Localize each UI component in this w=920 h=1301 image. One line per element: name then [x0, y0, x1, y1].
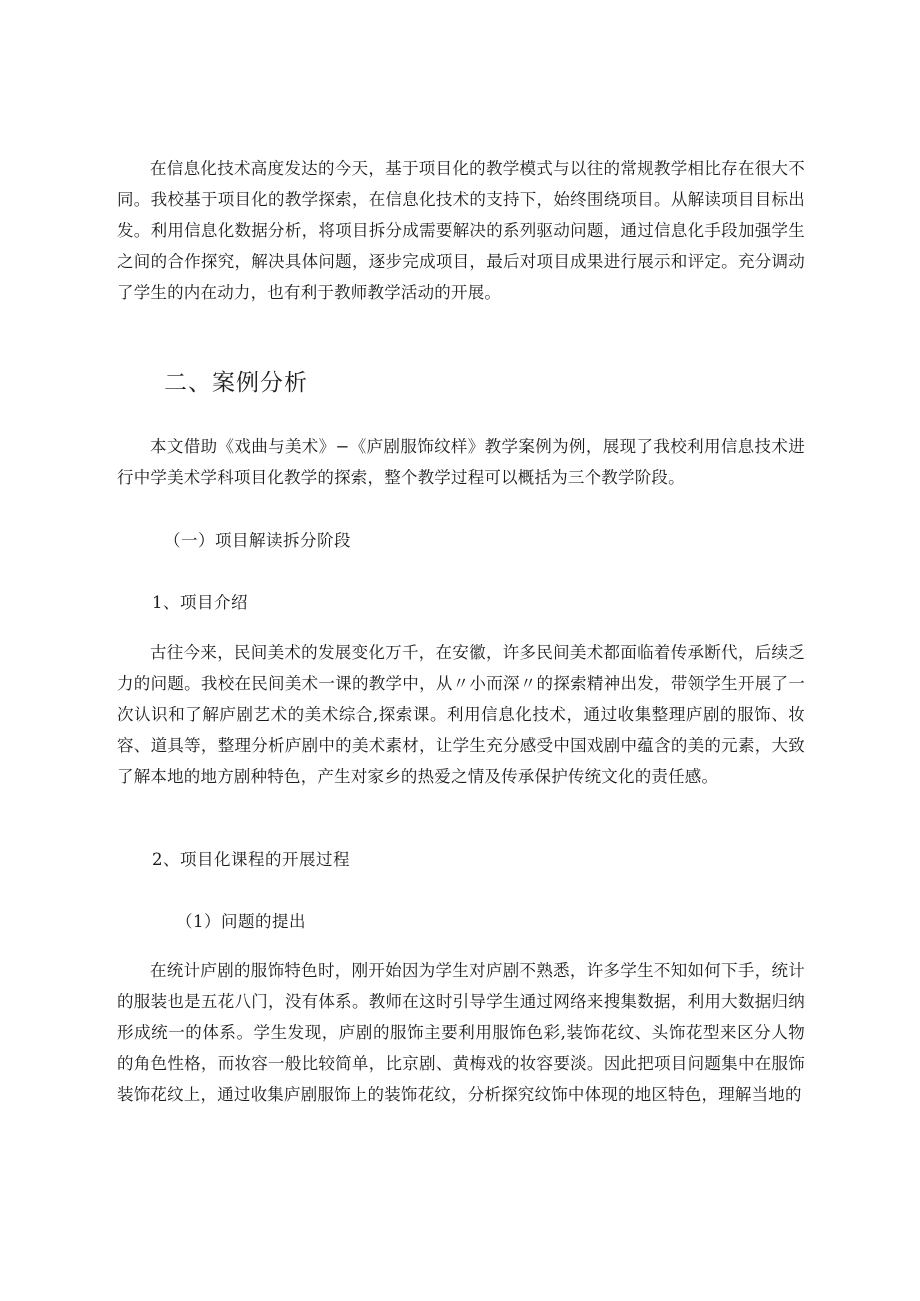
item2-sub-heading: （1）问题的提出 [176, 912, 306, 931]
item2-paragraph: 在统计庐剧的服饰特色时，刚开始因为学生对庐剧不熟悉，许多学生不知如何下手，统计的服装也是五花八门，没有体系。教师在这时引导学生通过网络来搜集数据，利用大数据归纳形成统一的体系。学生发现，庐剧的服饰主要利用服饰色彩,装饰花纹、头饰花型来区分人物的角色性格，而妆容一般比较简单，比京剧、黄梅戏的妆容要淡。因此把项目问题集中在服饰装饰花纹上，通过收集庐剧服饰上的装饰花纹，分析探究纹饰中体现的地区特色，理解当地的 [117, 961, 805, 1104]
item1-paragraph: 古往今来，民间美术的发展变化万千，在安徽，许多民间美术都面临着传承断代，后续乏力的问题。我校在民间美术一课的教学中，从〃小而深〃的探索精神出发，带领学生开展了一次认识和了解庐剧艺术的美术综合,探索课。利用信息化技术，通过收集整理庐剧的服饰、妆容、道具等，整理分析庐剧中的美术素材，让学生充分感受中国戏剧中蕴含的美的元素，大致了解本地的地方剧种特色，产生对家乡的热爱之情及传承保护传统文化的责任感。 [117, 643, 805, 786]
section-paragraph: 本文借助《戏曲与美术》−《庐剧服饰纹样》教学案例为例，展现了我校利用信息技术进行中学美术学科项目化教学的探索，整个教学过程可以概括为三个教学阶段。 [117, 437, 805, 487]
subsection-heading: （一）项目解读拆分阶段 [164, 531, 351, 550]
item2-heading: 2、项目化课程的开展过程 [152, 850, 350, 869]
item1-heading: 1、项目介绍 [152, 593, 248, 612]
intro-paragraph: 在信息化技术高度发达的今天，基于项目化的教学模式与以往的常规教学相比存在很大不同。我校基于项目化的教学探索，在信息化技术的支持下，始终围绕项目。从解读项目目标出发。利用信息化数据分析，将项目拆分成需要解决的系列驱动问题，通过信息化手段加强学生之间的合作探究，解决具体问题，逐步完成项目，最后对项目成果进行展示和评定。充分调动了学生的内在动力，也有利于教师教学活动的开展。 [117, 159, 805, 302]
section-heading: 二、案例分析 [164, 370, 308, 396]
